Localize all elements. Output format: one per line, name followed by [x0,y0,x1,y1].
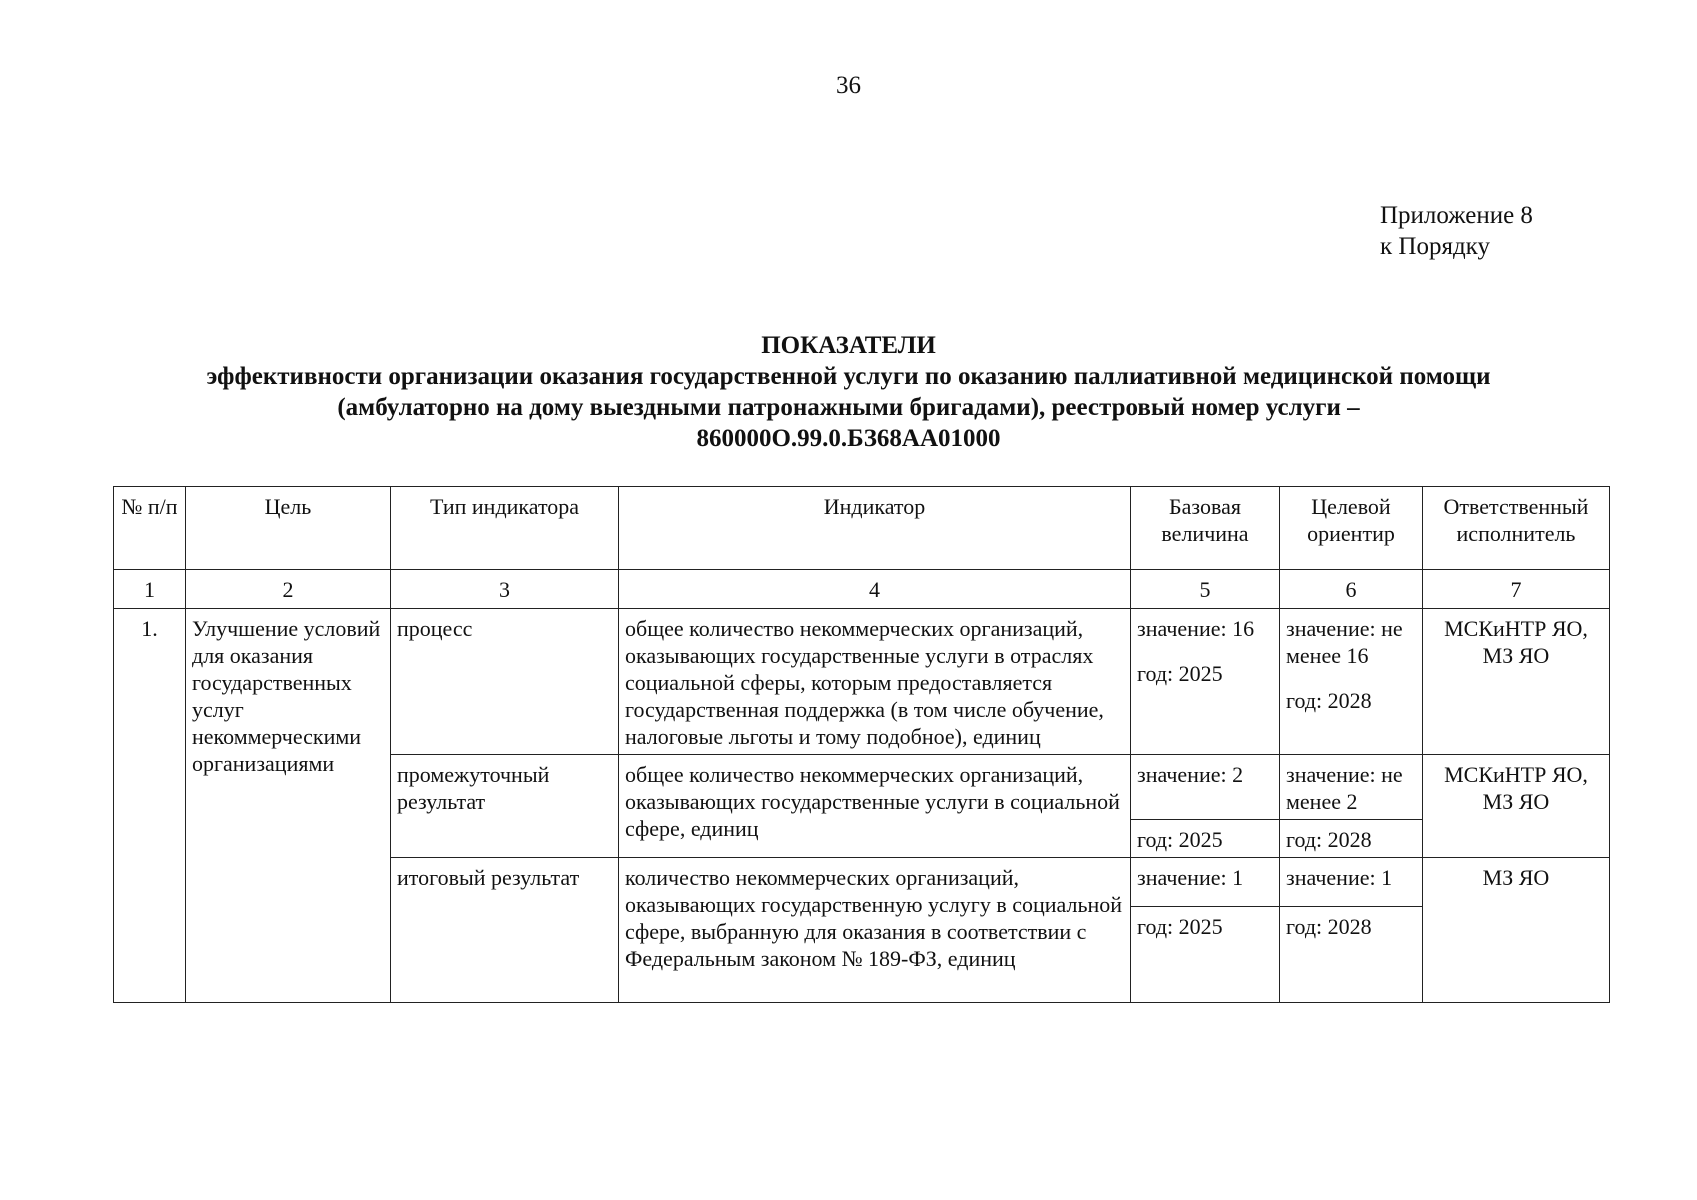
header-num: № п/п [114,487,186,570]
base-value: значение: 16 [1137,616,1255,641]
header-type: Тип индикатора [391,487,619,570]
target-value: значение: не менее 2 [1280,755,1423,820]
table-row [114,609,1610,755]
target-value: значение: не менее 16 [1286,616,1403,668]
header-base: Базовая величина [1131,487,1280,570]
column-number-row [114,570,1610,609]
document-heading [0,330,1697,454]
indicator-type: итоговый результат [391,858,619,1003]
base-value: значение: 1 [1131,858,1280,907]
indicator-type: процесс [391,609,619,755]
executor: МЗ ЯО [1423,858,1610,1003]
column-number: 6 [1280,570,1423,609]
base-year: год: 2025 [1137,661,1223,686]
heading-line-2: (амбулаторно на дому выездными патронажными бригадами), реестровый номер услуги – [337,394,1360,421]
header-target: Целевой ориентир [1280,487,1423,570]
heading-line-1: эффективности организации оказания государственной услуги по оказанию паллиативной медицинской помощи [206,363,1491,390]
row-goal: Улучшение условий для оказания государственных услуг некоммерческими организациями [186,609,391,1003]
heading-line-3: 860000О.99.0.БЗ68АА01000 [696,425,1001,452]
header-executor: Ответственный исполнитель [1423,487,1610,570]
indicator-type: промежуточный результат [391,755,619,858]
target-year: год: 2028 [1280,907,1423,1003]
base-value: значение: 2 [1131,755,1280,820]
column-number: 7 [1423,570,1610,609]
executor: МСКиНТР ЯО, МЗ ЯО [1423,755,1610,858]
page-number: 36 [836,72,861,99]
column-number: 4 [619,570,1131,609]
column-number: 5 [1131,570,1280,609]
target-year: год: 2028 [1286,688,1372,713]
appendix-line-2: к Порядку [1380,233,1490,260]
column-number: 2 [186,570,391,609]
indicator-text: количество некоммерческих организаций, оказывающих государственную услугу в социальной сфере, выбранную для оказания в соответствии с Федеральным законом № 189-ФЗ, единиц [619,858,1131,1003]
heading-title: ПОКАЗАТЕЛИ [761,332,936,359]
appendix-note [1380,200,1533,262]
base-year: год: 2025 [1131,820,1280,858]
target-value: значение: 1 [1280,858,1423,907]
target-year: год: 2028 [1280,820,1423,858]
table-header-row [114,487,1610,570]
target-cell [1280,609,1423,755]
indicator-text: общее количество некоммерческих организаций, оказывающих государственные услуги в социальной сфере, единиц [619,755,1131,858]
base-year: год: 2025 [1131,907,1280,1003]
row-number: 1. [114,609,186,1003]
header-goal: Цель [186,487,391,570]
indicators-table [113,486,1610,1003]
header-indicator: Индикатор [619,487,1131,570]
executor: МСКиНТР ЯО, МЗ ЯО [1423,609,1610,755]
column-number: 3 [391,570,619,609]
column-number: 1 [114,570,186,609]
appendix-line-1: Приложение 8 [1380,202,1533,229]
base-cell [1131,609,1280,755]
indicator-text: общее количество некоммерческих организаций, оказывающих государственные услуги в отраслях социальной сферы, которым предоставляется государственная поддержка (в том числе обучение, налоговые льготы и тому подобное), единиц [619,609,1131,755]
